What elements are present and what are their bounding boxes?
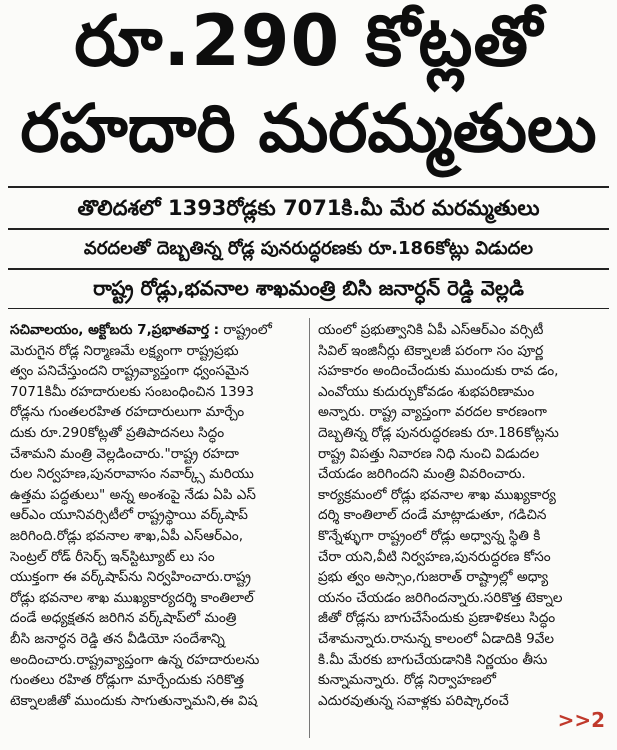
article-line: కి.మీ మేరకు బాగుచేయడానికి నిర్ణయం తీసు xyxy=(318,651,548,668)
article-line: చేశామని మంత్రి వెల్లడించారు."రాష్ట్ర రహదా xyxy=(10,445,239,462)
divider-top xyxy=(8,186,609,188)
article-line: దర్శి కాంతిలాల్ దండే మాట్లాడుతూ, గడిచిన xyxy=(318,507,547,524)
article-line: చేరా యని,వీటి నిర్వహణ,పునరుద్ధరణ కోసం xyxy=(318,548,551,565)
article-line: యుక్తంగా ఈ వర్క్‌షాప్‌ను నిర్వహించారు.రాష్ట్ర xyxy=(10,569,251,586)
article-line: ఎదురవుతున్న సవాళ్లకు పరిష్కారంచే xyxy=(318,692,509,709)
article-line: జరిగింది.రోడ్లు భవనాల శాఖ,ఏపీ ఎస్ఆర్ఎం, xyxy=(10,527,244,544)
article-line: ఆర్ఎం యూనివర్సిటీలో రాష్ట్రస్థాయి వర్క్‌షాప్ xyxy=(10,507,248,524)
column-divider xyxy=(309,318,310,738)
article-line: యంలో ప్రభుత్వానికి ఏపీ ఎస్ఆర్ఎం వర్సిటీ xyxy=(318,322,544,338)
article-line: చేశామన్నారు.రానున్న కాలంలో ఏడాదికి 9వేల xyxy=(318,630,555,647)
article-line: కార్యక్రమంలో రోడ్లు భవనాల శాఖ ముఖ్యకార్య xyxy=(318,486,556,503)
subhead-1: తొలిదశలో 1393రోడ్లకు 7071కి.మీ మేర మరమ్మతులు xyxy=(77,196,540,220)
article-line: కున్నామన్నారు. రోడ్ల నిర్వాహణలో xyxy=(318,672,496,689)
article-line: ప్రభు త్వం అస్సాం,గుజరాత్ రాష్ట్రాల్లో అధ్యా xyxy=(318,569,549,586)
divider-2 xyxy=(8,268,609,270)
article-line: బీసి జనార్ధన రెడ్డి తన వీడియో సందేశాన్ని xyxy=(10,630,225,647)
article-column-right xyxy=(318,320,608,711)
article-line: సెంట్రల్ రోడ్ రీసెర్చ్ ఇన్‌స్టిట్యూట్ లు సం xyxy=(10,548,215,565)
article-line: గుంతలు రహిత రోడ్లుగా మార్చేందుకు సరికొత్త xyxy=(10,672,245,689)
article-line: 7071కిమీ రహదారులకు సంబంధించిన 1393 xyxy=(10,383,255,400)
divider-3 xyxy=(8,308,609,309)
headline-line-1: రూ.290 కోట్లతో xyxy=(74,0,543,82)
article-line: యనం చేయడం జరిగిందన్నారు.సరికొత్త టెక్నాల xyxy=(318,589,563,606)
headline-line-2: రహదారి మరమ్మతులు xyxy=(20,90,597,167)
dateline: సచివాలయం, అక్టోబరు 7,ప్రభాతవార్త : xyxy=(10,322,220,338)
subhead-3: రాష్ట్ర రోడ్లు,భవనాల శాఖమంత్రి బిసి జనార్ధన్ రెడ్డి వెల్లడి xyxy=(93,276,524,300)
article-line: అందించారు.రాష్ట్రవ్యాప్తంగా ఉన్న రహదారులను xyxy=(10,651,260,668)
divider-1 xyxy=(8,228,609,230)
article-line: దెబ్బతిన్న రోడ్ల పునరుద్ధరణకు రూ.186కోట్లను xyxy=(318,424,559,441)
article-line: రుల నిర్వహణ,పునరావాసం నవార్క్స్ మరియు xyxy=(10,466,254,483)
article-line: ఎంవోయు కుదుర్చుకోవడం శుభపరిణామం xyxy=(318,383,535,400)
article-line: దండే అధ్యక్షతన జరిగిన వర్క్‌షాప్‌లో మంత్రి xyxy=(10,610,237,627)
article-column-left xyxy=(10,320,300,711)
article-line: చేయడం జరిగిందని మంత్రి వివరించారు. xyxy=(318,466,526,483)
article-line: జీతో రోడ్లను బాగుచేసేందుకు ప్రణాళికలు సిద్ధం xyxy=(318,610,556,627)
article-line: రాష్ట్రంలో xyxy=(223,322,272,338)
continued-marker: >>2 xyxy=(557,708,605,732)
article-line: కొన్నేళ్ళుగా రాష్ట్రంలో రోడ్లు అధ్వాన్న స్థితి కి xyxy=(318,527,541,544)
article-line: ఉత్తమ పద్ధతులు" అన్న అంశంపై నేడు ఏపి ఎస్ xyxy=(10,486,256,503)
article-line: రోడ్లను గుంతలరహిత రహదారులుగా మార్చేం xyxy=(10,404,245,421)
article-line: అన్నారు. రాష్ట్ర వ్యాప్తంగా వరదల కారణంగా xyxy=(318,404,547,421)
article-line: టెక్నాలజీతో ముందుకు సాగుతున్నామని,ఈ విష xyxy=(10,692,258,709)
article-line: రోడ్లు భవనాల శాఖ ముఖ్యకార్యదర్శి కాంతిలాల్ xyxy=(10,589,254,606)
article-line: రాష్ట్ర విపత్తు నివారణ నిధి నుంచి విడుదల xyxy=(318,445,540,462)
article-line: సహకారం అందించేందుకు ముందుకు రావ డం, xyxy=(318,363,559,380)
article-line: సివిల్ ఇంజినీర్లు టెక్నాలజీ పరంగా సం పూర్ణ xyxy=(318,342,544,359)
subhead-2: వరదలతో దెబ్బతిన్న రోడ్ల పునరుద్ధరణకు రూ.186కోట్లు విడుదల xyxy=(83,238,534,259)
article-line: మెరుగైన రోడ్ల నిర్మాణమే లక్ష్యంగా రాష్ట్రప్రభు xyxy=(10,342,239,359)
article-first-line xyxy=(10,320,300,341)
article-line: త్వం పనిచేస్తుందని రాష్ట్రవ్యాప్తంగా ధ్వంసమైన xyxy=(10,363,249,380)
article-line: దుకు రూ.290కోట్లతో ప్రతిపాదనలు సిద్ధం xyxy=(10,424,225,441)
